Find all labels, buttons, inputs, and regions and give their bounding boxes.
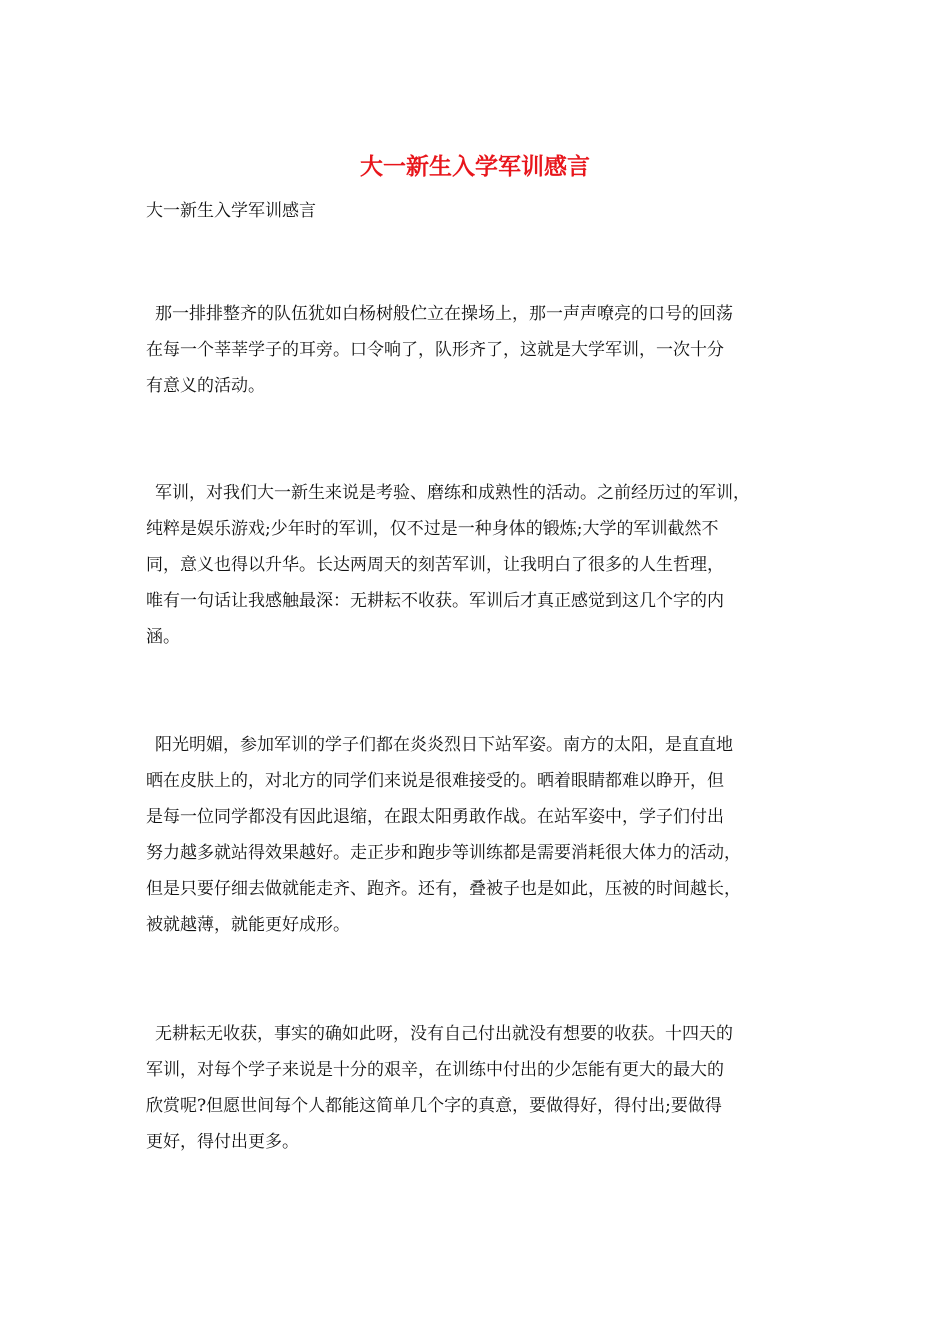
text-line: 努力越多就站得效果越好。走正步和跑步等训练都是需要消耗很大体力的活动， (146, 843, 741, 863)
text-line: 被就越薄，就能更好成形。 (146, 915, 350, 935)
text-line: 在每一个莘莘学子的耳旁。口令响了，队形齐了，这就是大学军训，一次十分 (146, 340, 724, 360)
text-line: 同，意义也得以升华。长达两周天的刻苦军训，让我明白了很多的人生哲理， (146, 555, 724, 575)
document-title: 大一新生入学军训感言 (360, 153, 590, 180)
text-line: 军训，对每个学子来说是十分的艰辛，在训练中付出的少怎能有更大的最大的 (146, 1060, 724, 1080)
paragraph-4 (146, 1016, 816, 1160)
text-line: 是每一位同学都没有因此退缩，在跟太阳勇敢作战。在站军姿中，学子们付出 (146, 807, 724, 827)
text-line: 晒在皮肤上的，对北方的同学们来说是很难接受的。晒着眼睛都难以睁开，但 (146, 771, 724, 791)
text-line: 无耕耘无收获，事实的确如此呀，没有自己付出就没有想要的收获。十四天的 (155, 1024, 733, 1044)
paragraph-2 (146, 475, 816, 655)
text-line: 唯有一句话让我感触最深：无耕耘不收获。军训后才真正感觉到这几个字的内 (146, 591, 724, 611)
text-line: 阳光明媚，参加军训的学子们都在炎炎烈日下站军姿。南方的太阳，是直直地 (155, 735, 733, 755)
document-subtitle: 大一新生入学军训感言 (146, 201, 316, 221)
text-line: 欣赏呢?但愿世间每个人都能这简单几个字的真意，要做得好，得付出;要做得 (146, 1096, 722, 1116)
text-line: 纯粹是娱乐游戏;少年时的军训，仅不过是一种身体的锻炼;大学的军训截然不 (146, 519, 719, 539)
text-line: 有意义的活动。 (146, 376, 265, 396)
text-line: 军训，对我们大一新生来说是考验、磨练和成熟性的活动。之前经历过的军训， (155, 483, 750, 503)
paragraph-1 (146, 296, 816, 404)
text-line: 更好，得付出更多。 (146, 1132, 299, 1152)
text-line: 但是只要仔细去做就能走齐、跑齐。还有，叠被子也是如此，压被的时间越长， (146, 879, 741, 899)
paragraph-3 (146, 727, 816, 943)
text-line: 涵。 (146, 627, 180, 647)
text-line: 那一排排整齐的队伍犹如白杨树般伫立在操场上，那一声声嘹亮的口号的回荡 (155, 304, 733, 324)
